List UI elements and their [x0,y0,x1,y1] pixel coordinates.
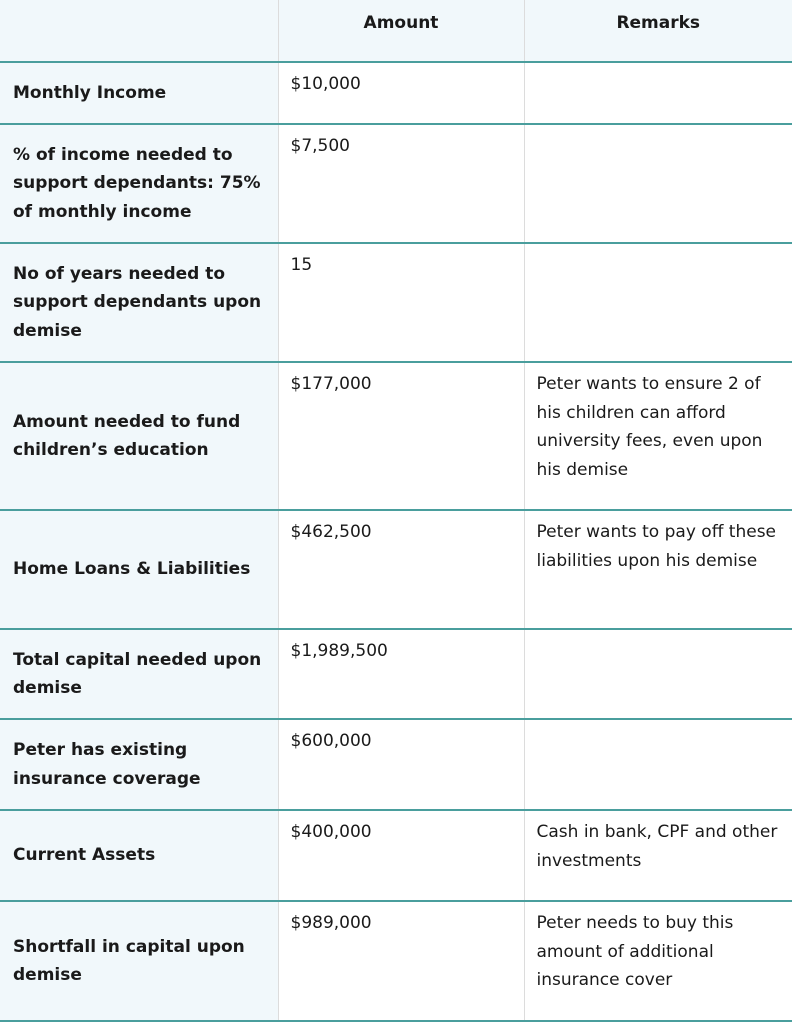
table-row [0,901,792,1021]
row-remarks [524,243,792,362]
row-remarks [524,719,792,810]
table-row [0,243,792,362]
header-row [0,0,792,62]
table-row [0,810,792,901]
table-row [0,62,792,124]
row-remarks: Peter wants to ensure 2 of his children can afford university fees, even upon his demise [524,362,792,510]
row-label: No of years needed to support dependants upon demise [0,243,278,362]
row-label: Peter has existing insurance coverage [0,719,278,810]
row-amount: $1,989,500 [278,629,524,719]
row-label: Shortfall in capital upon demise [0,901,278,1021]
row-label: Total capital needed upon demise [0,629,278,719]
row-remarks [524,124,792,243]
row-remarks: Peter wants to pay off these liabilities upon his demise [524,510,792,629]
row-amount: $600,000 [278,719,524,810]
row-remarks [524,629,792,719]
table-row [0,362,792,510]
row-remarks [524,62,792,124]
table-header [0,0,792,62]
row-amount: $177,000 [278,362,524,510]
header-label-cell [0,0,278,62]
row-remarks: Peter needs to buy this amount of additional insurance cover [524,901,792,1021]
table-row [0,629,792,719]
row-label: Amount needed to fund children’s education [0,362,278,510]
table-row [0,510,792,629]
row-label: Home Loans & Liabilities [0,510,278,629]
row-amount: $7,500 [278,124,524,243]
header-amount: Amount [278,0,524,62]
row-amount: $462,500 [278,510,524,629]
row-amount: $10,000 [278,62,524,124]
row-amount: 15 [278,243,524,362]
row-label: Monthly Income [0,62,278,124]
row-amount: $400,000 [278,810,524,901]
header-remarks: Remarks [524,0,792,62]
row-label: Current Assets [0,810,278,901]
table-row [0,719,792,810]
row-remarks: Cash in bank, CPF and other investments [524,810,792,901]
table-body [0,62,792,1021]
row-amount: $989,000 [278,901,524,1021]
table-row [0,124,792,243]
row-label: % of income needed to support dependants: 75% of monthly income [0,124,278,243]
